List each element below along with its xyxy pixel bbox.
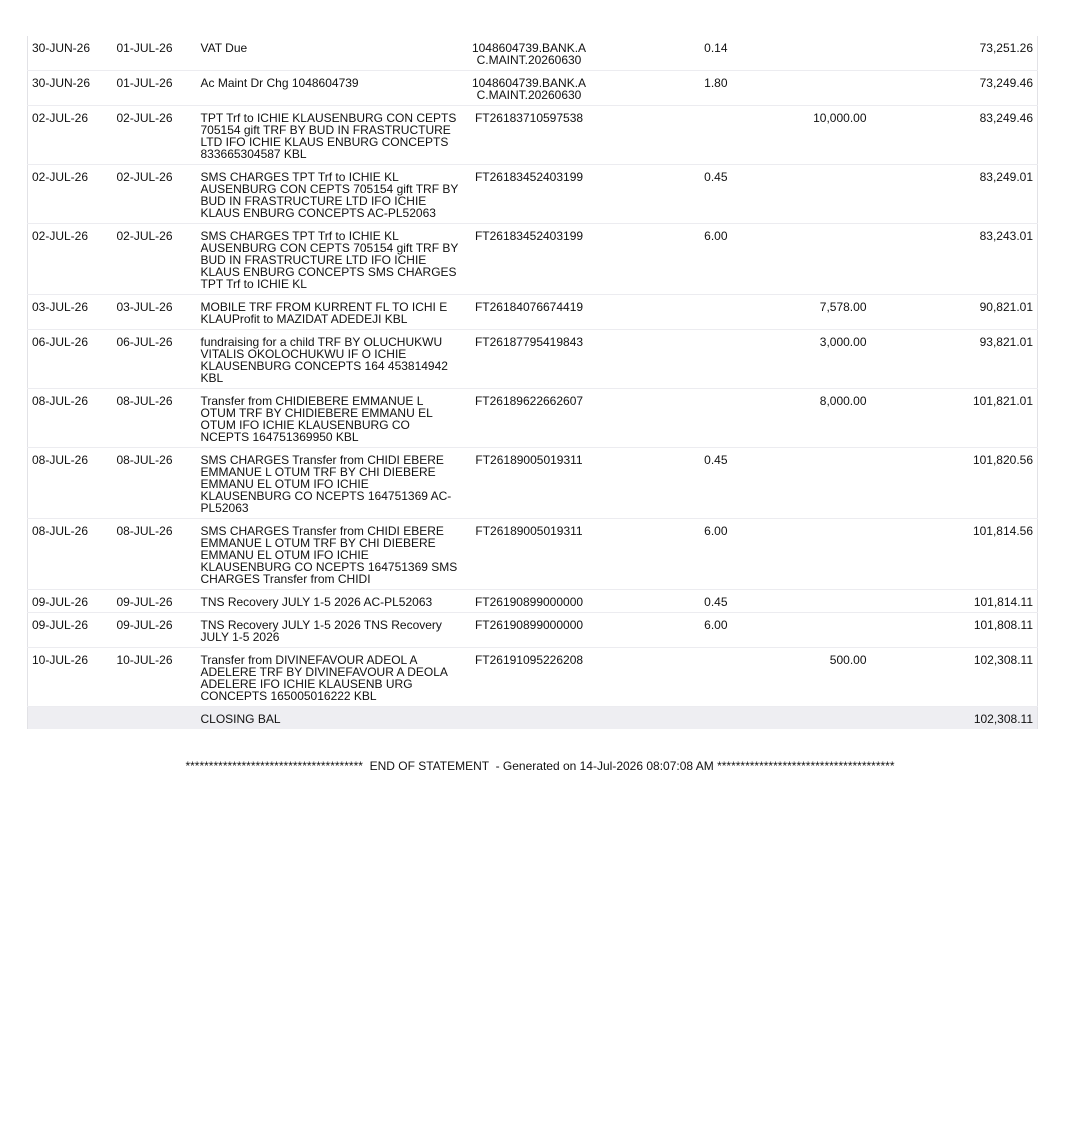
balance-amount: 73,251.26 <box>879 36 1038 71</box>
reference: FT26189005019311 <box>463 519 596 590</box>
reference: FT26189005019311 <box>463 448 596 519</box>
transaction-date: 10-JUL-26 <box>28 648 113 707</box>
end-of-statement-footer: ************************************** END OF STATEMENT - Generated on 14-Jul-2026 08:07:08 AM ************************************** <box>185 759 895 773</box>
value-date: 01-JUL-26 <box>113 36 197 71</box>
credit-amount <box>736 224 879 295</box>
table-row <box>28 36 1038 71</box>
debit-value: 6.00 <box>704 229 728 243</box>
credit-amount <box>736 590 879 613</box>
closing-balance-value: 102,308.11 <box>879 707 1038 730</box>
value-date: 02-JUL-26 <box>113 165 197 224</box>
balance-amount: 93,821.01 <box>879 330 1038 389</box>
value-date: 08-JUL-26 <box>113 519 197 590</box>
table-row <box>28 295 1038 330</box>
reference: FT26187795419843 <box>463 330 596 389</box>
transaction-date: 02-JUL-26 <box>28 106 113 165</box>
narration: Transfer from CHIDIEBERE EMMANUE L OTUM TRF BY CHIDIEBERE EMMANU EL OTUM IFO ICHIE KLAUSENBURG CO NCEPTS 164751369950 KBL <box>197 389 463 448</box>
debit-amount <box>596 36 736 71</box>
credit-amount <box>736 71 879 106</box>
debit-amount <box>596 389 736 448</box>
narration: Transfer from DIVINEFAVOUR ADEOL A ADELERE TRF BY DIVINEFAVOUR A DEOLA ADELERE IFO ICHIE KLAUSENB URG CONCEPTS 165005016222 KBL <box>197 648 463 707</box>
credit-amount: 500.00 <box>736 648 879 707</box>
value-date: 02-JUL-26 <box>113 106 197 165</box>
transaction-date: 08-JUL-26 <box>28 519 113 590</box>
value-date: 10-JUL-26 <box>113 648 197 707</box>
table-row <box>28 71 1038 106</box>
debit-amount <box>596 590 736 613</box>
reference: FT26184076674419 <box>463 295 596 330</box>
transaction-date: 08-JUL-26 <box>28 389 113 448</box>
narration: SMS CHARGES Transfer from CHIDI EBERE EMMANUE L OTUM TRF BY CHI DIEBERE EMMANU EL OTUM IFO ICHIE KLAUSENBURG CO NCEPTS 164751369 SMS CHARGES Transfer from CHIDI <box>197 519 463 590</box>
value-date: 06-JUL-26 <box>113 330 197 389</box>
debit-amount <box>596 613 736 648</box>
balance-amount: 90,821.01 <box>879 295 1038 330</box>
balance-amount: 83,243.01 <box>879 224 1038 295</box>
credit-amount: 8,000.00 <box>736 389 879 448</box>
narration: SMS CHARGES TPT Trf to ICHIE KL AUSENBURG CON CEPTS 705154 gift TRF BY BUD IN FRASTRUCTURE LTD IFO ICHIE KLAUS ENBURG CONCEPTS SMS CHARGES TPT Trf to ICHIE KL <box>197 224 463 295</box>
balance-amount: 83,249.01 <box>879 165 1038 224</box>
debit-amount <box>596 648 736 707</box>
balance-amount: 101,808.11 <box>879 613 1038 648</box>
narration: TNS Recovery JULY 1-5 2026 AC-PL52063 <box>197 590 463 613</box>
table-row <box>28 224 1038 295</box>
value-date: 09-JUL-26 <box>113 613 197 648</box>
debit-value: 1.80 <box>704 76 728 90</box>
transaction-date: 09-JUL-26 <box>28 613 113 648</box>
debit-amount <box>596 295 736 330</box>
debit-amount <box>596 448 736 519</box>
transaction-date: 30-JUN-26 <box>28 71 113 106</box>
debit-amount <box>596 519 736 590</box>
closing-balance-label: CLOSING BAL <box>197 707 463 730</box>
debit-value: 0.14 <box>704 41 728 55</box>
table-row <box>28 590 1038 613</box>
credit-amount <box>736 448 879 519</box>
value-date: 09-JUL-26 <box>113 590 197 613</box>
credit-amount: 10,000.00 <box>736 106 879 165</box>
transactions-table <box>27 36 1038 729</box>
balance-amount: 101,821.01 <box>879 389 1038 448</box>
table-row <box>28 330 1038 389</box>
narration: VAT Due <box>197 36 463 71</box>
reference: 1048604739.BANK.A C.MAINT.20260630 <box>463 71 596 106</box>
value-date: 03-JUL-26 <box>113 295 197 330</box>
narration: TPT Trf to ICHIE KLAUSENBURG CON CEPTS 705154 gift TRF BY BUD IN FRASTRUCTURE LTD IFO ICHIE KLAUS ENBURG CONCEPTS 833665304587 KBL <box>197 106 463 165</box>
debit-value: 0.45 <box>704 170 728 184</box>
credit-amount <box>736 36 879 71</box>
reference: FT26189622662607 <box>463 389 596 448</box>
debit-value: 0.45 <box>704 453 728 467</box>
transaction-date: 08-JUL-26 <box>28 448 113 519</box>
transactions-body <box>28 36 1038 707</box>
balance-amount: 101,814.11 <box>879 590 1038 613</box>
debit-amount <box>596 330 736 389</box>
narration: TNS Recovery JULY 1-5 2026 TNS Recovery JULY 1-5 2026 <box>197 613 463 648</box>
debit-value: 6.00 <box>704 618 728 632</box>
table-row <box>28 106 1038 165</box>
value-date: 02-JUL-26 <box>113 224 197 295</box>
transaction-date: 30-JUN-26 <box>28 36 113 71</box>
narration: SMS CHARGES TPT Trf to ICHIE KL AUSENBURG CON CEPTS 705154 gift TRF BY BUD IN FRASTRUCTURE LTD IFO ICHIE KLAUS ENBURG CONCEPTS AC-PL52063 <box>197 165 463 224</box>
table-row <box>28 613 1038 648</box>
reference: FT26183452403199 <box>463 224 596 295</box>
statement-sheet <box>27 36 1037 729</box>
reference: 1048604739.BANK.A C.MAINT.20260630 <box>463 36 596 71</box>
value-date: 08-JUL-26 <box>113 389 197 448</box>
reference: FT26190899000000 <box>463 613 596 648</box>
credit-amount <box>736 165 879 224</box>
debit-value: 6.00 <box>704 524 728 538</box>
debit-amount <box>596 224 736 295</box>
transaction-date: 03-JUL-26 <box>28 295 113 330</box>
value-date: 01-JUL-26 <box>113 71 197 106</box>
transaction-date: 02-JUL-26 <box>28 165 113 224</box>
narration: Ac Maint Dr Chg 1048604739 <box>197 71 463 106</box>
balance-amount: 102,308.11 <box>879 648 1038 707</box>
balance-amount: 83,249.46 <box>879 106 1038 165</box>
narration: fundraising for a child TRF BY OLUCHUKWU VITALIS OKOLOCHUKWU IF O ICHIE KLAUSENBURG CONCEPTS 164 453814942 KBL <box>197 330 463 389</box>
transaction-date: 06-JUL-26 <box>28 330 113 389</box>
debit-value: 0.45 <box>704 595 728 609</box>
closing-balance-row <box>28 707 1038 730</box>
debit-amount <box>596 106 736 165</box>
narration: MOBILE TRF FROM KURRENT FL TO ICHI E KLAUProfit to MAZIDAT ADEDEJI KBL <box>197 295 463 330</box>
reference: FT26183710597538 <box>463 106 596 165</box>
reference: FT26183452403199 <box>463 165 596 224</box>
balance-amount: 101,820.56 <box>879 448 1038 519</box>
table-row <box>28 648 1038 707</box>
debit-amount <box>596 165 736 224</box>
credit-amount: 7,578.00 <box>736 295 879 330</box>
debit-amount <box>596 71 736 106</box>
transaction-date: 02-JUL-26 <box>28 224 113 295</box>
balance-amount: 101,814.56 <box>879 519 1038 590</box>
table-row <box>28 165 1038 224</box>
balance-amount: 73,249.46 <box>879 71 1038 106</box>
credit-amount: 3,000.00 <box>736 330 879 389</box>
reference: FT26191095226208 <box>463 648 596 707</box>
table-row <box>28 519 1038 590</box>
table-row <box>28 448 1038 519</box>
value-date: 08-JUL-26 <box>113 448 197 519</box>
transaction-date: 09-JUL-26 <box>28 590 113 613</box>
credit-amount <box>736 519 879 590</box>
table-row <box>28 389 1038 448</box>
reference: FT26190899000000 <box>463 590 596 613</box>
narration: SMS CHARGES Transfer from CHIDI EBERE EMMANUE L OTUM TRF BY CHI DIEBERE EMMANU EL OTUM IFO ICHIE KLAUSENBURG CO NCEPTS 164751369 AC-PL52063 <box>197 448 463 519</box>
credit-amount <box>736 613 879 648</box>
